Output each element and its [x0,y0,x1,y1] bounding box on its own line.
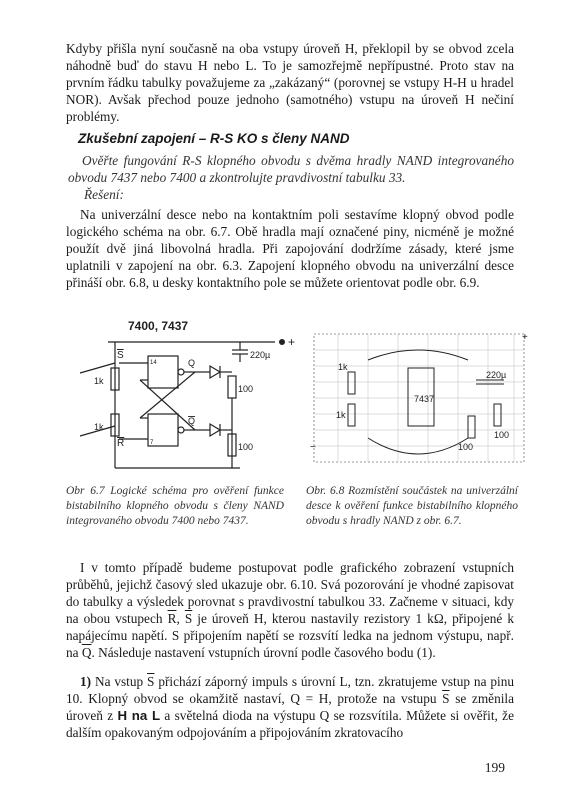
fig2-100-right: 100 [494,430,510,440]
fig2-minus: − [310,442,316,453]
solution-label: Řešení: [84,187,124,202]
figure-6-8-board [308,330,534,472]
fig1-1k-top: 1k [94,376,104,386]
fig2-plus: + [522,332,528,343]
page-number: 199 [484,760,505,775]
fig2-ic-label: 7437 [414,394,435,404]
fig1-100-bottom: 100 [238,442,254,452]
figure-6-7-schematic [70,318,295,478]
fig2-1k-bottom: 1k [336,410,346,420]
fig1-s-label: S [117,350,124,361]
fig2-100-left: 100 [458,442,474,452]
fig2-1k-top: 1k [338,362,348,372]
fig1-pin7: 7 [150,440,154,446]
fig1-qbar-label: Q [188,416,196,426]
fig2-cap-label: 220µ [486,370,507,380]
section-heading: Zkušební zapojení – R-S KO s členy NAND [78,131,350,146]
fig1-100-top: 100 [238,384,254,394]
figure-6-8-caption: Obr. 6.8 Rozmístění součástek na univerzální desce k ověření funkce bistabilního klopného obvodu s hradly NAND z obr. 6.7. [306,485,518,527]
paragraph-observation: I v tomto případě budeme postupovat podle grafického zobrazení vstupních průběhů, jejichž časový sled ukazuje obr. 6.10. Svá pozorování je vhodné zapisovat do tabulky a výsledek porovnat s pravdivostní tabulkou 33. Začneme v situaci, kdy na obou vstupech $\overline{R}$, $\overline{S}$ je úroveň H, kterou nastavily rezistory 1 kΩ, připojené k napájecímu napětí. S připojením napětí se rozsvítí ledka na jednom výstupu, např. na $\overline{Q}$. Následuje nastavení vstupních úrovní podle časového bodu (1). [66,560,514,660]
paragraph-step-1: 1) Na vstup $\overline{S}$ přichází záporný impuls s úrovní L, tzn. zkratujeme vstup na pinu 10. Klopný obvod se okamžitě nastaví, Q = H, protože na vstupu $\overline{S}$ se změnila úroveň z H na L a světelná dioda na výstupu Q se rozsvítila. Můžete si ověřit, že dalším opakovaným odpojováním a připojováním zkratovacího [66,674,515,740]
fig1-pin14: 14 [150,360,157,366]
fig1-plus-label: + [288,335,295,349]
fig1-q-label: Q [188,358,196,368]
fig1-1k-bottom: 1k [94,422,104,432]
figure-6-7-caption: Obr 6.7 Logické schéma pro ověření funkce bistabilního klopného obvodu s členy NAND integrovaného obvodu 7400 nebo 7437. [66,485,284,527]
fig1-cap-label: 220µ [250,350,271,360]
fig1-title: 7400, 7437 [128,319,189,333]
paragraph-intro: Kdyby přišla nyní současně na oba vstupy úroveň H, překlopil by se obvod zcela náhodně buď do stavu H nebo L. To je samozřejmě nepřípustné. Proto stav na prvním řádku tabulky považujeme za „zakázaný“ (porovnej se vstupy H-H u hradel NOR). Avšak přechod pouze jednoho (samotného) vstupu na úroveň H nečiní problémy. [66,41,514,124]
task-text: Ověřte fungování R-S klopného obvodu s dvěma hradly NAND integrovaného obvodu 7437 nebo 7400 a zkontrolujte pravdivostní tabulku 33. [68,153,514,185]
fig1-r-label: R [117,438,125,449]
paragraph-procedure: Na univerzální desce nebo na kontaktním poli sestavíme klopný obvod podle logického schéma na obr. 6.7. Obě hradla mají označené piny, nicméně je možné použít dvě jiná libovolná hradla. Při zapojování dodržíme zásady, které jsme uplatnili v zapojení na obr. 6.3. Zapojení klopného obvodu na univerzální desce přináší obr. 6.8, u desky kontaktního pole se můžete orientovat podle obr. 6.9. [66,207,514,290]
